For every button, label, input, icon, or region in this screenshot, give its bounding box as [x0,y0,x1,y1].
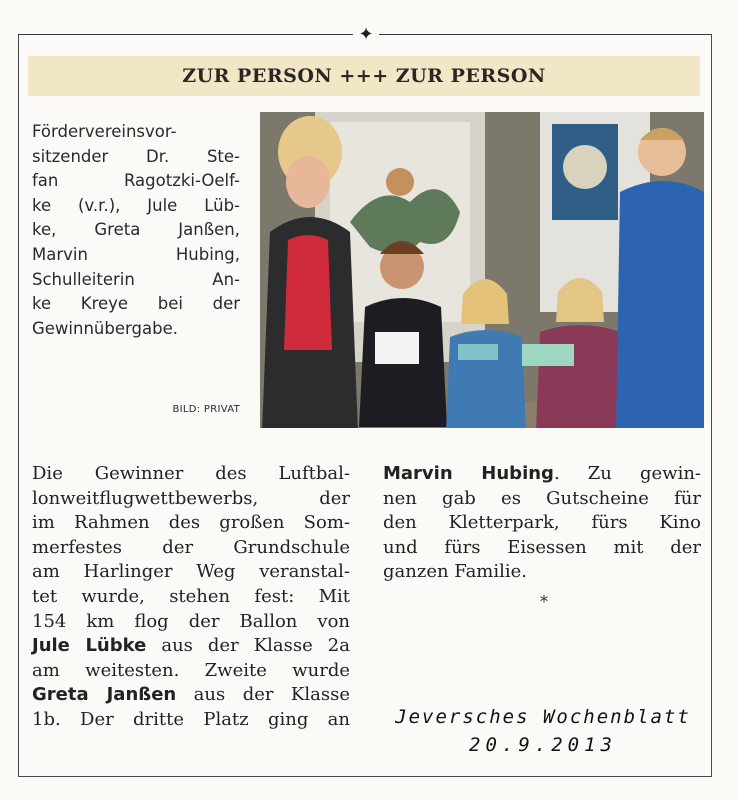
article-column-left [32,462,350,733]
source-date: 20.9.2013 [469,734,617,756]
caption-line: ke (v.r.), Jule Lüb- [32,195,240,215]
article-line: und fürs Eisessen mit der [383,536,701,558]
caption-line: ke Kreye bei der [32,294,240,314]
article-line: tet wurde, stehen fest: Mit [32,585,350,607]
handwritten-source-note [378,706,708,756]
source-newspaper: Jeversches Wochenblatt [395,706,691,728]
article-line: im Rahmen des großen Som- [32,512,350,534]
article-line: am Harlinger Weg veranstal- [32,561,350,583]
top-rule-left [18,34,353,35]
article-line: merfestes der Grundschule [32,536,350,558]
article-line-name2 [32,683,350,708]
caption-line: fan Ragotzki-Oelf- [32,171,240,191]
photo-caption [32,120,240,341]
article-line-name3 [383,462,701,487]
caption-line: Gewinnübergabe. [32,318,178,338]
top-rule-right [379,34,711,35]
article-line: 1b. Der dritte Platz ging an [32,708,350,730]
article-line: nen gab es Gutscheine für [383,487,701,509]
article-line: ganzen Familie. [383,561,528,583]
section-title: ZUR PERSON +++ ZUR PERSON [182,65,546,87]
caption-line: sitzender Dr. Ste- [32,146,240,166]
article-text: aus der Klasse [176,684,350,706]
caption-line: Fördervereinsvor- [32,122,177,141]
article-line-name1 [32,634,350,659]
article-line: den Kletterpark, fürs Kino [383,512,701,534]
winner-name-2: Greta Janßen [32,684,177,706]
group-photo-image [260,112,704,428]
caption-line: Marvin Hubing, [32,244,240,264]
article-line: lonweitflugwettbewerbs, der [32,487,350,509]
article-column-right [383,462,701,585]
end-mark: * [540,592,548,611]
caption-line: ke, Greta Janßen, [32,220,240,240]
article-line: Die Gewinner des Luftbal- [32,463,350,484]
article-text: aus der Klasse 2a [146,635,350,657]
article-line: am weitesten. Zweite wurde [32,659,350,681]
caption-line: Schulleiterin An- [32,269,240,289]
winner-name-3: Marvin Hubing [383,463,554,484]
section-banner [28,56,700,96]
winner-name-1: Jule Lübke [32,635,147,657]
article-text: . Zu gewin- [553,463,702,484]
diamond-ornament-icon: ✦ [358,24,374,45]
group-photo [260,112,704,428]
article-line: 154 km flog der Ballon von [32,610,350,632]
photo-credit: BILD: PRIVAT [172,404,240,415]
